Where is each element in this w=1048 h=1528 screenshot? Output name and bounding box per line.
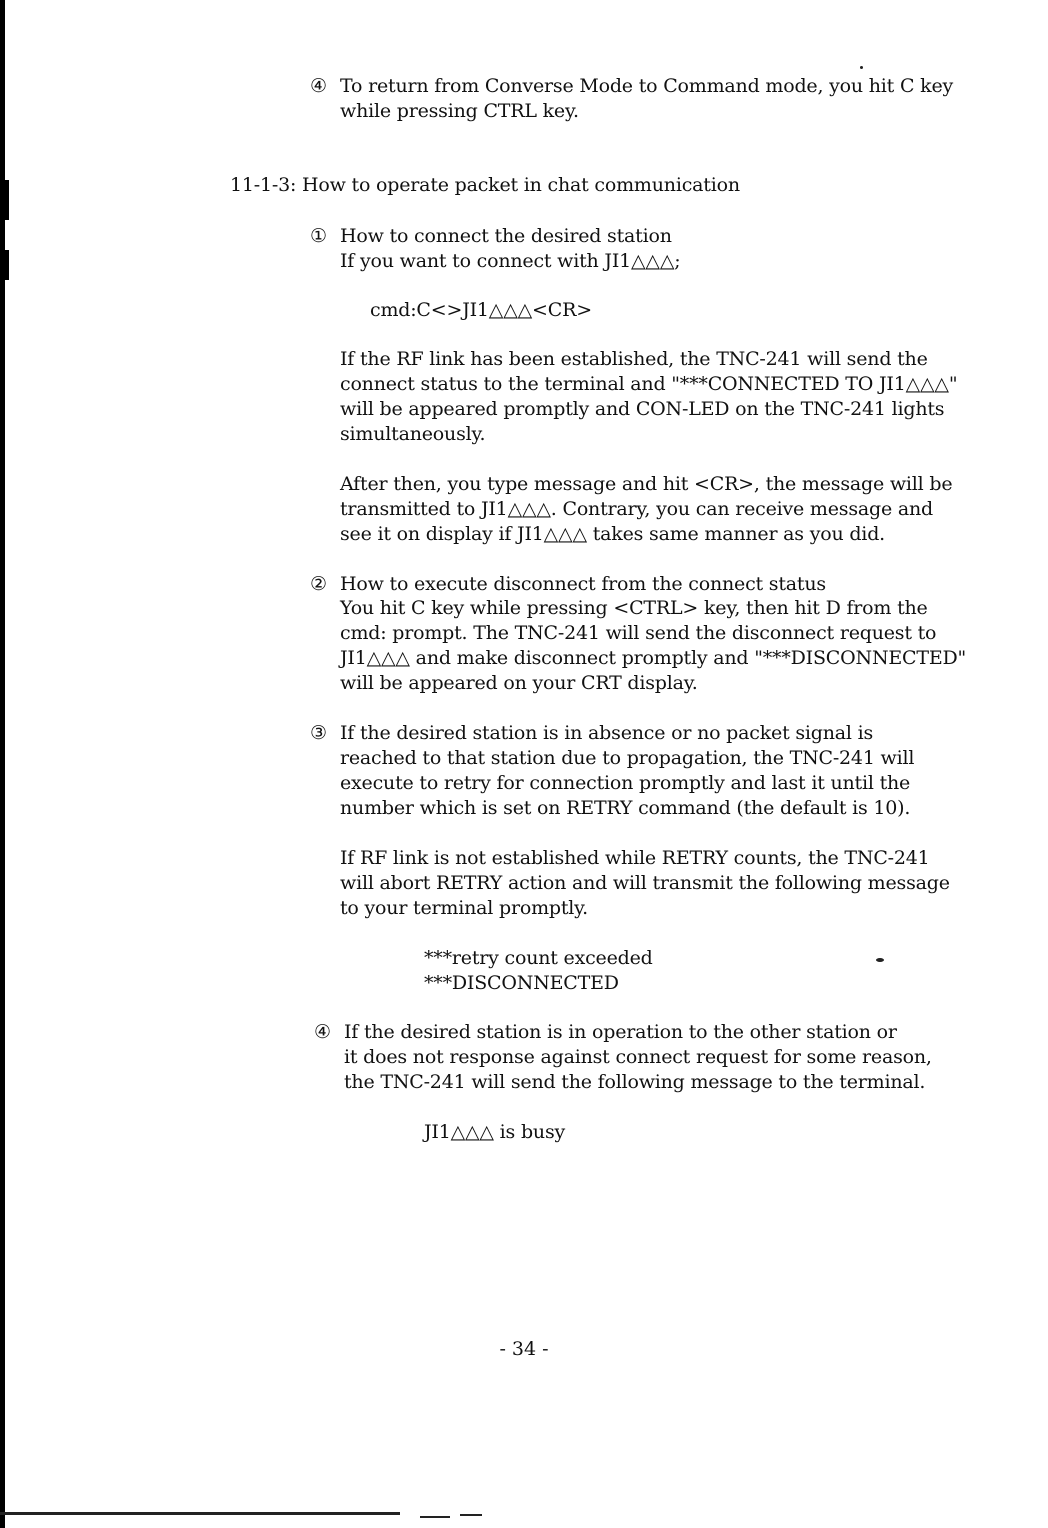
terminal-message: ***DISCONNECTED — [424, 972, 619, 994]
text-line: to your terminal promptly. — [340, 897, 589, 919]
text-line: JI1△△△ and make disconnect promptly and "***DISCONNECTED" — [340, 647, 967, 669]
item-marker: ③ — [310, 722, 327, 744]
command-example: cmd:C<>JI1△△△<CR> — [370, 299, 592, 321]
terminal-message: ***retry count exceeded — [424, 947, 653, 969]
scan-speck — [876, 958, 884, 962]
scan-speck — [860, 66, 863, 69]
text-line: After then, you type message and hit <CR>, the message will be — [340, 473, 953, 495]
scan-edge-mark-1 — [5, 180, 9, 220]
text-line: You hit C key while pressing <CTRL> key, then hit D from the — [340, 597, 928, 619]
section-heading: 11-1-3: How to operate packet in chat communication — [230, 174, 740, 196]
scan-line-bottom-3 — [460, 1514, 482, 1516]
text-line: the TNC-241 will send the following message to the terminal. — [344, 1071, 926, 1093]
text-line: it does not response against connect request for some reason, — [344, 1046, 932, 1068]
item-marker: ② — [310, 573, 327, 595]
text-line: If you want to connect with JI1△△△; — [340, 250, 681, 272]
scan-edge-mark-2 — [5, 250, 9, 280]
text-line: connect status to the terminal and "***CONNECTED TO JI1△△△" — [340, 373, 958, 395]
text-line: number which is set on RETRY command (the default is 10). — [340, 797, 911, 819]
text-line: To return from Converse Mode to Command mode, you hit C key — [340, 75, 954, 97]
text-line: If the RF link has been established, the TNC-241 will send the — [340, 348, 928, 370]
text-line: transmitted to JI1△△△. Contrary, you can receive message and — [340, 498, 933, 520]
text-line: will be appeared promptly and CON-LED on the TNC-241 lights — [340, 398, 945, 420]
text-line: reached to that station due to propagation, the TNC-241 will — [340, 747, 915, 769]
text-line: see it on display if JI1△△△ takes same manner as you did. — [340, 523, 885, 545]
text-line: execute to retry for connection promptly and last it until the — [340, 772, 911, 794]
text-line: If the desired station is in operation to the other station or — [344, 1021, 897, 1043]
item-marker: ④ — [310, 75, 327, 97]
text-line: simultaneously. — [340, 423, 486, 445]
text-line: If RF link is not established while RETRY counts, the TNC-241 — [340, 847, 930, 869]
item-marker: ④ — [314, 1021, 331, 1043]
page-number: - 34 - — [499, 1338, 549, 1360]
text-line: cmd: prompt. The TNC-241 will send the disconnect request to — [340, 622, 937, 644]
text-line: will be appeared on your CRT display. — [340, 672, 698, 694]
scan-line-bottom-1 — [0, 1512, 400, 1515]
item-title: How to execute disconnect from the connect status — [340, 573, 826, 595]
text-line: will abort RETRY action and will transmit the following message — [340, 872, 950, 894]
text-line: while pressing CTRL key. — [340, 100, 579, 122]
item-marker: ① — [310, 225, 327, 247]
text-line: If the desired station is in absence or no packet signal is — [340, 722, 874, 744]
item-title: How to connect the desired station — [340, 225, 672, 247]
scan-edge-left — [0, 0, 5, 1528]
terminal-message: JI1△△△ is busy — [424, 1121, 566, 1143]
scan-line-bottom-2 — [420, 1516, 450, 1518]
